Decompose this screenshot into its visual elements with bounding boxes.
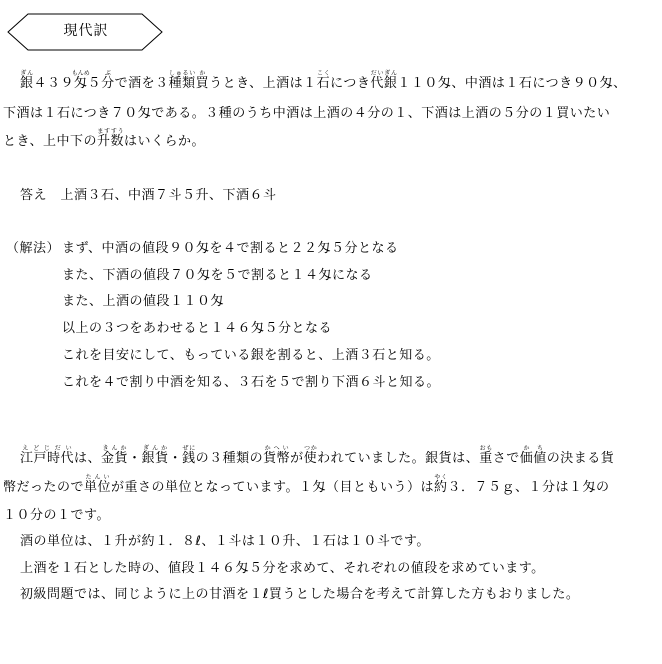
furigana: かち [519,445,547,452]
problem-line-1: 銀ぎん４３９匁もんめ５分ぶで酒を３種類しゅるい買かうとき、上酒は１石こくにつき代銀だいぎん１１０匁、中酒は１石につき９０匁、 [20,70,627,91]
furigana: かへい [263,445,291,452]
notes-line-6: 初級問題では、同じように上の甘酒を１ℓ買うとした場合を考えて計算した方もおりました。 [20,587,580,602]
ruby-word: 分ぶ [101,70,115,91]
problem-line-3: とき、上中下の升数ますすうはいくらか。 [3,128,206,149]
solution-step: また、下酒の値段７０匁を５で割ると１４匁になる [62,268,373,283]
solution-step: これを４で割り中酒を知る、３石を５で割り下酒６斗と知る。 [62,375,441,390]
solution-label: （解法） [6,241,61,256]
solution-step: 以上の３つをあわせると１４６匁５分となる [62,321,333,336]
header-label: 現代訳 [63,23,109,39]
furigana: きんか [101,445,129,452]
furigana: ますすう [96,128,124,135]
notes-line-2: 幣だったので単位たんいが重さの単位となっています。１匁（目ともいう）は約やく３．７５ｇ、１分は１匁の [3,474,610,495]
furigana: たんい [84,474,112,481]
ruby-word: 価値かち [519,445,547,466]
ruby-word: 重おも [479,445,493,466]
solution-step: まず、中酒の値段９０匁を４で割ると２２匁５分となる [62,241,399,256]
solution-step: また、上酒の値段１１０匁 [62,294,225,309]
answer-line: 答え 上酒３石、中酒７斗５升、下酒６斗 [20,188,277,203]
furigana: つか [303,445,318,452]
ruby-word: 種類しゅるい [168,70,196,91]
solution-step: これを目安にして、もっている銀を割ると、上酒３石と知る。 [62,348,440,363]
ruby-word: 貨幣かへい [263,445,291,466]
ruby-word: 石こく [316,70,331,91]
furigana: ぎんか [141,445,169,452]
furigana: こく [316,70,331,77]
ruby-word: 単位たんい [84,474,112,495]
problem-line-2: 下酒は１石につき７０匁である。３種のうち中酒は上酒の４分の１、下酒は上酒の５分の１買いたい [3,106,611,121]
furigana: ぜに [182,445,196,452]
ruby-word: 江戸時代えどじだい [20,445,75,466]
furigana: えどじだい [20,445,74,452]
ruby-word: 使つか [303,445,318,466]
ruby-word: 銭ぜに [182,445,196,466]
ruby-word: 匁もんめ [71,70,90,91]
furigana: だいぎん [370,70,398,77]
furigana: ぶ [101,70,115,77]
furigana: もんめ [71,70,90,77]
ruby-word: 銀貨ぎんか [141,445,169,466]
furigana: しゅるい [168,70,196,77]
ruby-word: 買か [195,70,210,91]
ruby-word: 升数ますすう [96,128,124,149]
notes-line-1: 江戸時代えどじだいは、金貨きんか・銀貨ぎんか・銭ぜにの３種類の貨幣かへいが使つかわれていました。銀貨は、重おもさで価値かちの決まる貨 [20,445,615,466]
ruby-word: 約やく [434,474,448,495]
notes-line-5: 上酒を１石とした時の、値段１４６匁５分を求めて、それぞれの値段を求めています。 [20,561,545,576]
ruby-word: 銀ぎん [20,70,34,91]
furigana: おも [479,445,493,452]
furigana: か [195,70,210,77]
furigana: やく [434,474,448,481]
ruby-word: 代銀だいぎん [370,70,398,91]
notes-line-3: １０分の１です。 [3,508,110,523]
notes-line-4: 酒の単位は、１升が約１．８ℓ、１斗は１０升、１石は１０斗です。 [20,534,430,549]
furigana: ぎん [20,70,34,77]
ruby-word: 金貨きんか [101,445,129,466]
